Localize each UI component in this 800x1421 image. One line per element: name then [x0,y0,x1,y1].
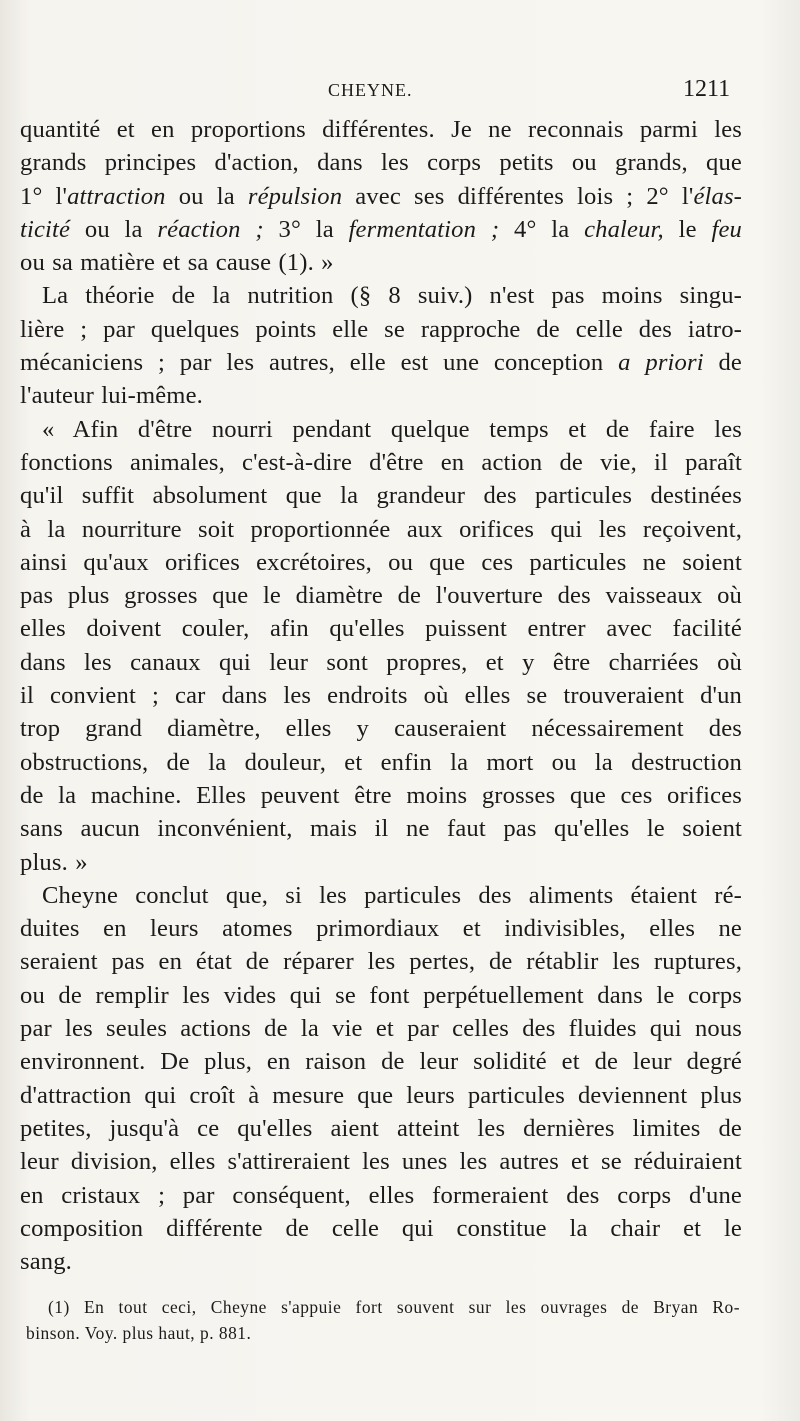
running-title: CHEYNE. [328,80,413,100]
body-text [20,113,742,1278]
footnote [26,1294,740,1346]
text-line: grands principes d'action, dans les corps petits ou grands, que [20,149,742,177]
text-line: duites en leurs atomes primordiaux et indivisibles, elles ne [20,915,742,943]
text-line: leur division, elles s'attireraient les unes les autres et se réduiraient [20,1148,742,1176]
text-line: sang. [20,1248,72,1276]
text-line: environnent. De plus, en raison de leur solidité et de leur degré [20,1048,742,1076]
page-header [0,74,800,104]
text-line: lière ; par quelques points elle se rapproche de celle des iatro- [20,315,742,343]
text-line: 1° l'attraction ou la répulsion avec ses différentes lois ; 2° l'élas- [20,182,743,210]
text-line: pas plus grosses que le diamètre de l'ouverture des vaisseaux où [20,582,742,610]
text-line: d'attraction qui croît à mesure que leurs particules deviennent plus [20,1081,742,1109]
page-number: 1211 [683,76,731,102]
text-line: en cristaux ; par conséquent, elles formeraient des corps d'une [20,1181,742,1209]
text-line: trop grand diamètre, elles y causeraient nécessairement des [20,715,742,743]
text-line: plus. » [20,848,88,876]
footnote-line: (1) En tout ceci, Cheyne s'appuie fort souvent sur les ouvrages de Bryan Ro- [48,1297,740,1317]
text-line: seraient pas en état de réparer les pertes, de rétablir les ruptures, [20,948,742,976]
paragraph-start-line: Cheyne conclut que, si les particules des aliments étaient ré- [42,881,742,909]
text-line: il convient ; car dans les endroits où elles se trouveraient d'un [20,682,742,710]
text-line: dans les canaux qui leur sont propres, et y être charriées où [20,648,742,676]
text-line: l'auteur lui-même. [20,382,203,410]
text-line: qu'il suffit absolument que la grandeur des particules destinées [20,482,742,510]
text-line: de la machine. Elles peuvent être moins grosses que ces orifices [20,781,742,809]
text-line: ticité ou la réaction ; 3° la fermentation ; 4° la chaleur, le feu [20,215,742,243]
text-line: petites, jusqu'à ce qu'elles aient atteint les dernières limites de [20,1114,742,1142]
text-line: fonctions animales, c'est-à-dire d'être en action de vie, il paraît [20,448,742,476]
text-line: par les seules actions de la vie et par celles des fluides qui nous [20,1015,742,1043]
text-line: ainsi qu'aux orifices excrétoires, ou que ces particules ne soient [20,548,742,576]
text-line: elles doivent couler, afin qu'elles puissent entrer avec facilité [20,615,742,643]
paragraph-start-line: « Afin d'être nourri pendant quelque temps et de faire les [42,415,742,443]
text-line: quantité et en proportions différentes. Je ne reconnais parmi les [20,116,742,143]
text-line: composition différente de celle qui constitue la chair et le [20,1214,742,1242]
text-line: à la nourriture soit proportionnée aux orifices qui les reçoivent, [20,515,742,543]
text-line: sans aucun inconvénient, mais il ne faut pas qu'elles le soient [20,815,742,843]
text-line: ou sa matière et sa cause (1). » [20,249,334,277]
footnote-line: binson. Voy. plus haut, p. 881. [26,1323,252,1343]
text-line: mécaniciens ; par les autres, elle est une conception a priori de [20,349,742,377]
text-line: ou de remplir les vides qui se font perpétuellement dans le corps [20,981,742,1009]
paragraph-start-line: La théorie de la nutrition (§ 8 suiv.) n'est pas moins singu- [42,282,742,310]
text-line: obstructions, de la douleur, et enfin la mort ou la destruction [20,748,742,776]
